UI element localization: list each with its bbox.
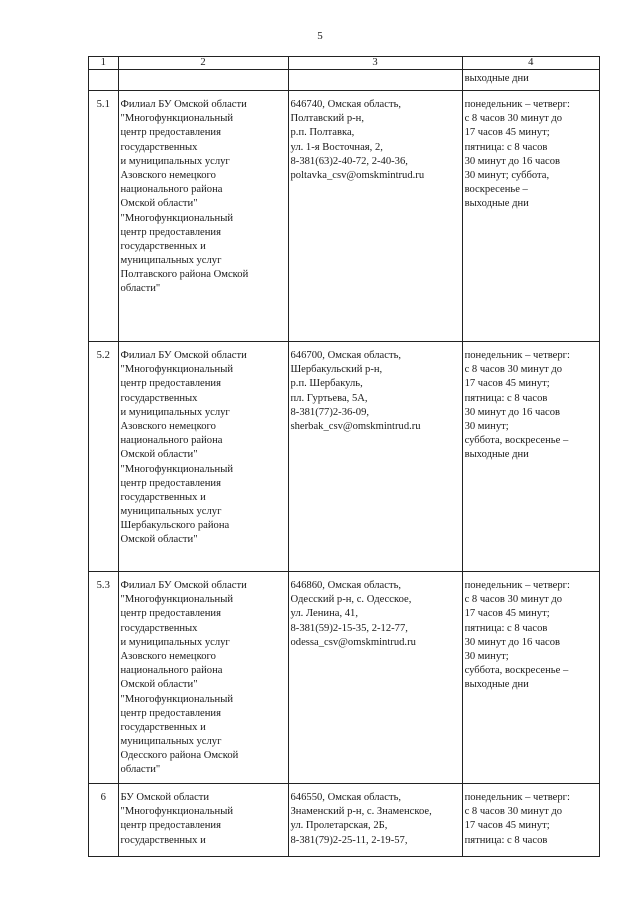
text-line: центр предоставления	[120, 127, 221, 139]
text-line: 17 часов 45 минут;	[464, 127, 550, 139]
text-line: центр предоставления	[120, 608, 221, 620]
text-line: 646860, Омская область,	[290, 580, 402, 591]
text-line: государственных и	[120, 491, 206, 503]
row-number: 5.1	[89, 91, 119, 342]
header-col-1: 1	[89, 57, 119, 70]
text-line: государственных	[120, 622, 198, 634]
text-line: понедельник – четверг:	[464, 99, 570, 110]
text-line: государственных	[120, 141, 198, 153]
branch-address	[288, 572, 462, 784]
text-line: р.п. Полтавка,	[290, 127, 355, 139]
text-line: 8-381(77)2-36-09,	[290, 406, 370, 418]
text-line: odessa_csv@omskmintrud.ru	[290, 636, 416, 648]
text-line: 30 минут;	[464, 420, 509, 432]
text-line: пл. Гуртьева, 5А,	[290, 392, 368, 404]
text-line: центр предоставления	[120, 477, 221, 489]
table-header-row	[89, 57, 600, 70]
text-line: Филиал БУ Омской области	[120, 99, 247, 110]
text-line: пятница: с 8 часов	[464, 622, 548, 634]
text-line: Полтавский р-н,	[290, 113, 364, 125]
row-number: 5.2	[89, 342, 119, 572]
text-line: области"	[120, 283, 161, 295]
text-line: Одесский р-н, с. Одесское,	[290, 594, 412, 606]
text-line: центр предоставления	[120, 226, 221, 238]
branch-hours	[462, 342, 599, 572]
text-line: Филиал БУ Омской области	[120, 350, 247, 361]
text-line: муниципальных услуг	[120, 736, 222, 748]
text-line: выходные дни	[464, 679, 529, 691]
table-row	[89, 784, 600, 857]
text-line: национального района	[120, 665, 223, 677]
text-line: Азовского немецкого	[120, 650, 216, 662]
row-number: 6	[89, 784, 119, 857]
text-line: "Многофункциональный	[120, 113, 233, 125]
row-number: 5.3	[89, 572, 119, 784]
text-line: и муниципальных услуг	[120, 636, 230, 648]
text-line: 30 минут до 16 часов	[464, 155, 561, 167]
text-line: пятница: с 8 часов	[464, 834, 548, 846]
header-col-3: 3	[288, 57, 462, 70]
text-line: "Многофункциональный	[120, 693, 233, 705]
text-line: 17 часов 45 минут;	[464, 820, 550, 832]
branch-hours	[462, 91, 599, 342]
text-line: суббота, воскресенье –	[464, 435, 569, 447]
text-line: выходные дни	[464, 73, 529, 84]
branch-address	[288, 342, 462, 572]
text-line: области"	[120, 764, 161, 776]
text-line: "Многофункциональный	[120, 212, 233, 224]
text-line: с 8 часов 30 минут до	[464, 113, 563, 125]
text-line: Омской области"	[120, 198, 198, 210]
page-number: 5	[317, 30, 323, 42]
table-row	[89, 342, 600, 572]
text-line: центр предоставления	[120, 820, 221, 832]
text-line: "Многофункциональный	[120, 463, 233, 475]
text-line: 646740, Омская область,	[290, 99, 402, 110]
branch-address	[288, 91, 462, 342]
text-line: государственных	[120, 392, 198, 404]
text-line: sherbak_csv@omskmintrud.ru	[290, 420, 421, 432]
text-line: Одесского района Омской	[120, 750, 239, 762]
text-line: Полтавского района Омской	[120, 269, 249, 281]
text-line: национального района	[120, 184, 223, 196]
text-line: "Многофункциональный	[120, 364, 233, 376]
text-line: национального района	[120, 435, 223, 447]
text-line: Знаменский р-н, с. Знаменское,	[290, 806, 432, 818]
text-line: 17 часов 45 минут;	[464, 608, 550, 620]
text-line: Шербакульского района	[120, 520, 230, 532]
text-line: 8-381(59)2-15-35, 2-12-77,	[290, 622, 408, 634]
text-line: государственных и	[120, 240, 206, 252]
text-line: р.п. Шербакуль,	[290, 378, 363, 390]
text-line: пятница: с 8 часов	[464, 392, 548, 404]
text-line: ул. 1-я Восточная, 2,	[290, 141, 383, 153]
branch-hours	[462, 784, 599, 857]
text-line: poltavka_csv@omskmintrud.ru	[290, 169, 425, 181]
header-col-4: 4	[462, 57, 599, 70]
text-line: "Многофункциональный	[120, 806, 233, 818]
branch-name	[118, 572, 288, 784]
text-line: государственных и	[120, 834, 206, 846]
continuation-row	[89, 70, 600, 91]
table-row	[89, 572, 600, 784]
text-line: Омской области"	[120, 534, 198, 546]
text-line: 30 минут до 16 часов	[464, 636, 561, 648]
text-line: Омской области"	[120, 679, 198, 691]
branches-table	[88, 56, 600, 857]
text-line: муниципальных услуг	[120, 506, 222, 518]
text-line: суббота, воскресенье –	[464, 665, 569, 677]
text-line: выходные дни	[464, 198, 529, 210]
text-line: воскресенье –	[464, 184, 528, 196]
text-line: понедельник – четверг:	[464, 350, 570, 361]
text-line: 30 минут до 16 часов	[464, 406, 561, 418]
text-line: 646700, Омская область,	[290, 350, 402, 361]
text-line: Азовского немецкого	[120, 420, 216, 432]
text-line: пятница: с 8 часов	[464, 141, 548, 153]
text-line: Азовского немецкого	[120, 169, 216, 181]
text-line: с 8 часов 30 минут до	[464, 594, 563, 606]
text-line: и муниципальных услуг	[120, 406, 230, 418]
text-line: Филиал БУ Омской области	[120, 580, 247, 591]
table-row	[89, 91, 600, 342]
text-line: понедельник – четверг:	[464, 580, 570, 591]
text-line: и муниципальных услуг	[120, 155, 230, 167]
text-line: БУ Омской области	[120, 792, 210, 803]
text-line: 8-381(79)2-25-11, 2-19-57,	[290, 834, 408, 846]
text-line: Омской области"	[120, 449, 198, 461]
text-line: с 8 часов 30 минут до	[464, 806, 563, 818]
text-line: 30 минут;	[464, 650, 509, 662]
branch-address	[288, 784, 462, 857]
text-line: 646550, Омская область,	[290, 792, 402, 803]
continuation-hours	[462, 70, 599, 91]
branch-name	[118, 342, 288, 572]
text-line: центр предоставления	[120, 707, 221, 719]
text-line: муниципальных услуг	[120, 255, 222, 267]
branch-hours	[462, 572, 599, 784]
header-col-2: 2	[118, 57, 288, 70]
branch-name	[118, 91, 288, 342]
text-line: ул. Ленина, 41,	[290, 608, 358, 620]
text-line: 30 минут; суббота,	[464, 169, 550, 181]
text-line: 8-381(63)2-40-72, 2-40-36,	[290, 155, 408, 167]
text-line: Шербакульский р-н,	[290, 364, 383, 376]
text-line: государственных и	[120, 721, 206, 733]
text-line: с 8 часов 30 минут до	[464, 364, 563, 376]
text-line: понедельник – четверг:	[464, 792, 570, 803]
text-line: ул. Пролетарская, 2Б,	[290, 820, 388, 832]
text-line: центр предоставления	[120, 378, 221, 390]
text-line: "Многофункциональный	[120, 594, 233, 606]
branch-name	[118, 784, 288, 857]
text-line: 17 часов 45 минут;	[464, 378, 550, 390]
text-line: выходные дни	[464, 449, 529, 461]
